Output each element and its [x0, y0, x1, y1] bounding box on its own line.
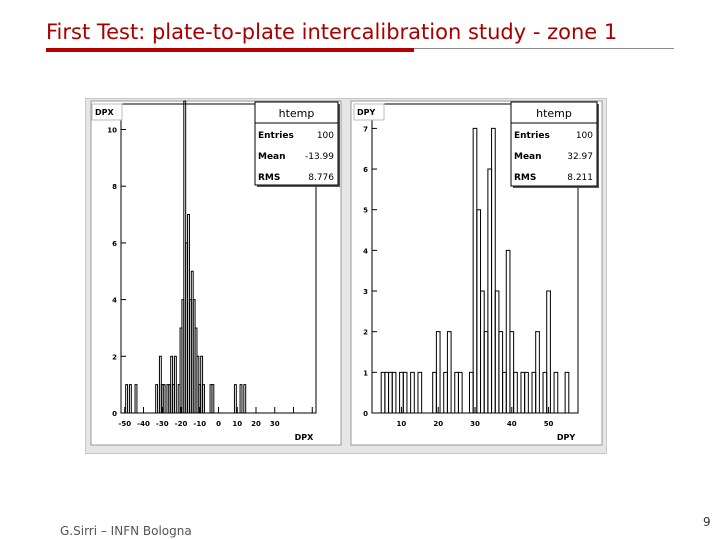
x-tick-label: 30	[470, 420, 480, 428]
x-tick-label: -10	[193, 420, 207, 428]
stats-value: 8.211	[567, 173, 593, 183]
histogram-panel-2	[351, 101, 602, 445]
histogram-panel-1	[91, 101, 341, 445]
stats-name: htemp	[536, 107, 572, 120]
y-tick-label: 10	[107, 126, 117, 135]
stats-value: 100	[316, 131, 334, 141]
footer-author: G.Sirri – INFN Bologna	[60, 524, 192, 538]
stats-label: Entries	[514, 131, 550, 141]
stats-value: 100	[575, 131, 593, 141]
y-tick-label: 4	[363, 247, 368, 256]
x-tick-label: 20	[251, 420, 261, 428]
y-tick-label: 6	[112, 239, 117, 248]
y-tick-label: 1	[363, 369, 368, 378]
x-tick-label: -40	[137, 420, 150, 428]
stats-label: Entries	[258, 131, 294, 141]
stats-label: Mean	[258, 152, 286, 162]
x-tick-label: 30	[269, 420, 280, 428]
x-axis-label: DPY	[556, 433, 576, 442]
x-tick-label: -20	[174, 420, 188, 428]
stats-label: Mean	[514, 152, 542, 162]
y-tick-label: 4	[112, 296, 117, 305]
histogram-title: DPX	[95, 108, 114, 117]
y-tick-label: 5	[363, 206, 368, 215]
stats-value: -13.99	[304, 152, 334, 162]
y-tick-label: 7	[363, 125, 368, 134]
stats-label: RMS	[514, 173, 537, 183]
stats-value: 8.776	[308, 173, 334, 183]
stats-name: htemp	[278, 107, 315, 120]
x-tick-label: 40	[506, 420, 517, 428]
y-tick-label: 6	[363, 166, 368, 175]
x-axis-label: DPX	[294, 433, 314, 442]
y-tick-label: 3	[363, 288, 368, 297]
y-tick-label: 2	[363, 328, 368, 337]
x-tick-label: 10	[396, 420, 407, 428]
x-tick-label: 50	[543, 420, 554, 428]
x-tick-label: 20	[433, 420, 444, 428]
stats-label: RMS	[258, 173, 281, 183]
y-tick-label: 0	[112, 410, 117, 418]
slide-title: First Test: plate-to-plate intercalibration study - zone 1	[46, 20, 618, 44]
x-tick-label: -50	[118, 420, 132, 428]
x-tick-label: 10	[232, 420, 243, 428]
stats-value: 32.97	[567, 152, 593, 162]
y-tick-label: 2	[112, 353, 117, 362]
y-tick-label: 8	[112, 183, 117, 192]
histogram-title: DPY	[357, 108, 376, 117]
page-number: 9	[703, 515, 711, 529]
x-tick-label: 0	[216, 420, 221, 428]
x-tick-label: -30	[155, 420, 169, 428]
y-tick-label: 0	[363, 410, 368, 418]
